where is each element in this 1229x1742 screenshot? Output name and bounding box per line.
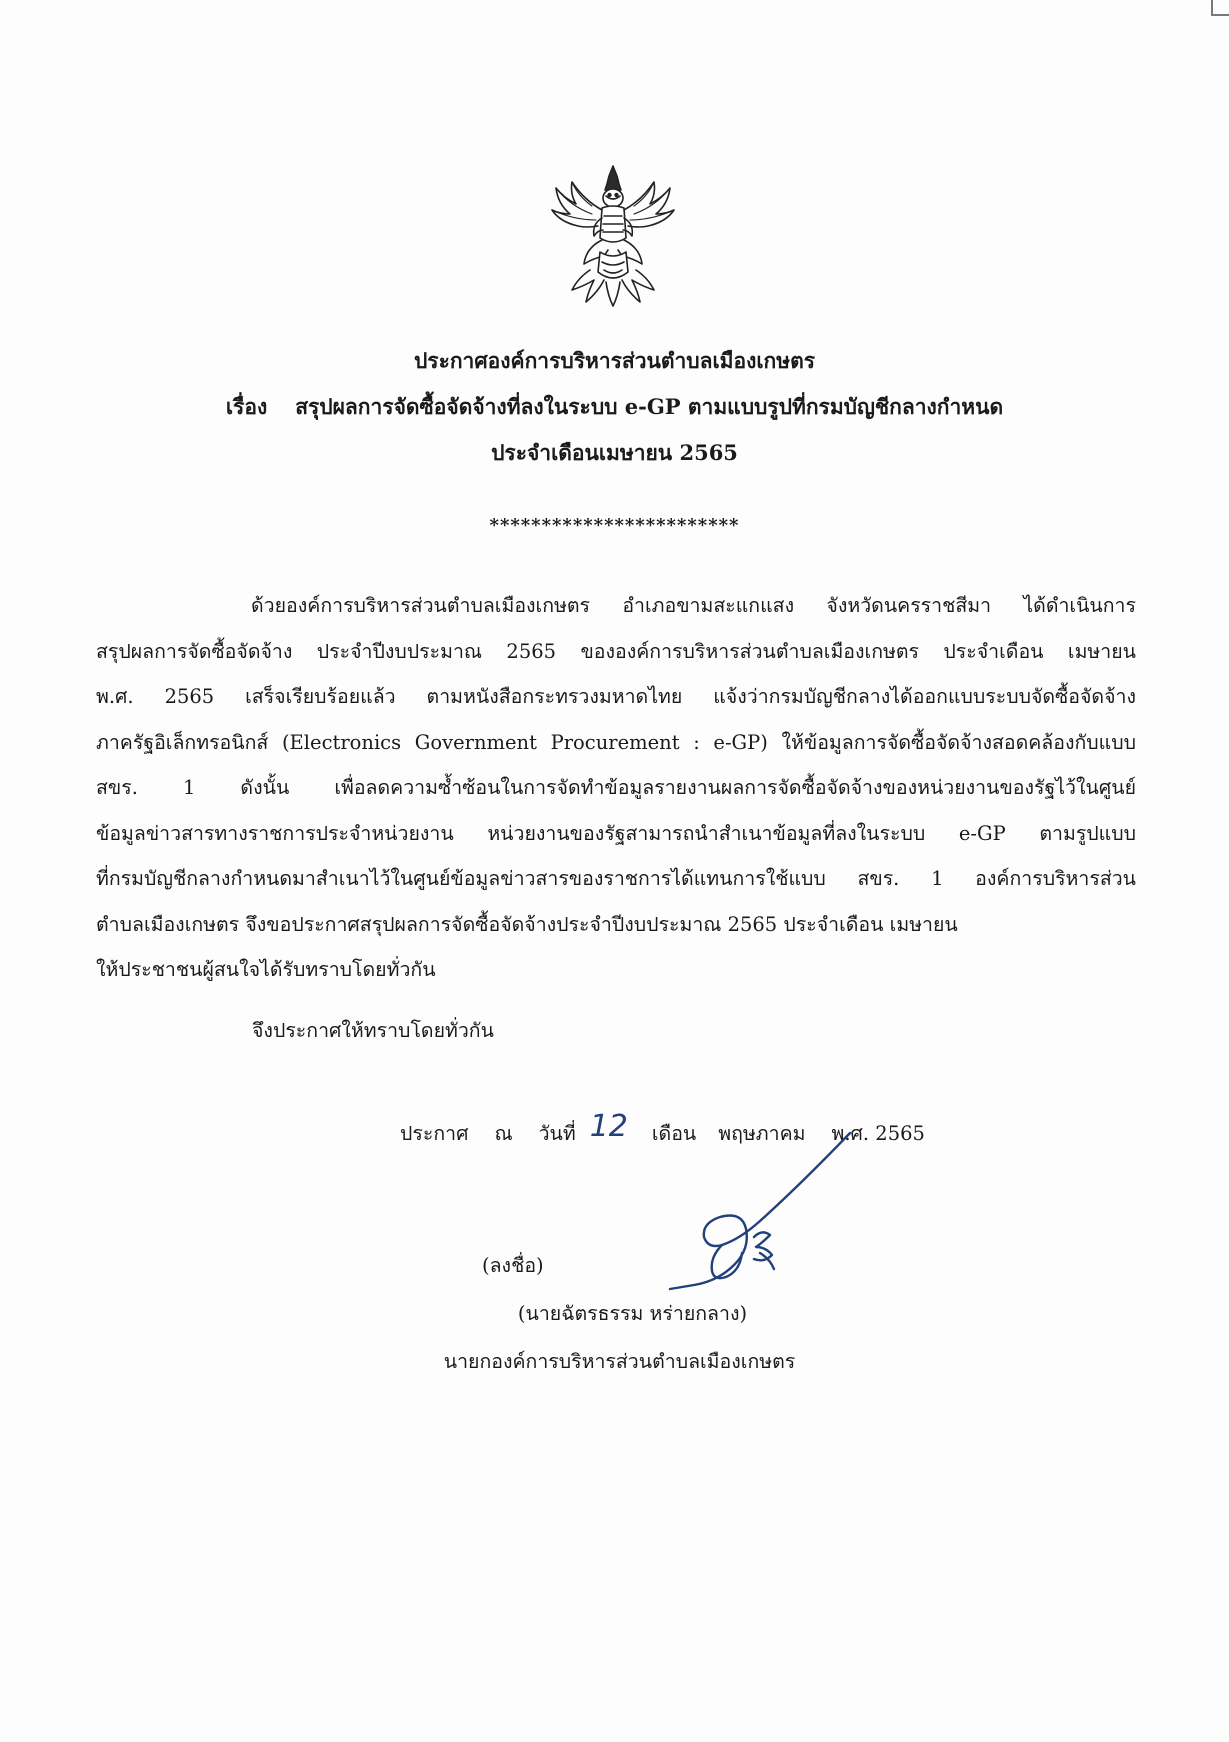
date-announce-label: ประกาศ: [400, 1122, 469, 1145]
body-line: ที่กรมบัญชีกลางกำหนดมาสำเนาไว้ในศูนย์ข้อมูลข่าวสารของราชการได้แทนการใช้แบบ สขร. 1 องค์การบริหารส่วน: [96, 867, 1136, 890]
closing-statement: จึงประกาศให้ทราบโดยทั่วกัน: [252, 1019, 494, 1042]
date-day-handwritten: 12: [589, 1109, 628, 1144]
body-line: ตำบลเมืองเกษตร จึงขอประกาศสรุปผลการจัดซื้อจัดจ้างประจำปีงบประมาณ 2565 ประจำเดือน เมษายน: [96, 912, 958, 936]
signer-name: (นายฉัตรธรรม หร่ายกลาง): [517, 1302, 748, 1325]
subject-text: สรุปผลการจัดซื้อจัดจ้างที่ลงในระบบ e-GP ตามแบบรูปที่กรมบัญชีกลางกำหนด: [295, 394, 1004, 419]
subject-label: เรื่อง: [225, 394, 268, 419]
scan-corner-mark: [1211, 0, 1229, 16]
body-line: พ.ศ. 2565 เสร็จเรียบร้อยแล้ว ตามหนังสือกระทรวงมหาดไทย แจ้งว่ากรมบัญชีกลางได้ออกแบบระบบจัดซื้อจัดจ้าง: [96, 685, 1136, 708]
signature-label: (ลงชื่อ): [482, 1254, 544, 1277]
garuda-emblem-icon: [548, 160, 678, 310]
period-line: ประจำเดือนเมษายน 2565: [491, 440, 738, 465]
date-day-label: วันที่: [538, 1122, 576, 1145]
body-line: ภาครัฐอิเล็กทรอนิกส์ (Electronics Government Procurement : e-GP) ให้ข้อมูลการจัดซื้อจัดจ้างสอดคล้องกับแบบ: [96, 730, 1136, 754]
announcement-body: [96, 583, 1136, 993]
date-year: พ.ศ. 2565: [831, 1122, 925, 1145]
date-at-label: ณ: [494, 1122, 513, 1145]
separator: ************************: [489, 515, 740, 536]
body-line: สรุปผลการจัดซื้อจัดจ้าง ประจำปีงบประมาณ 2565 ขององค์การบริหารส่วนตำบลเมืองเกษตร ประจำเดือน เมษายน: [96, 639, 1136, 663]
signer-position: นายกองค์การบริหารส่วนตำบลเมืองเกษตร: [443, 1350, 796, 1373]
body-line: ด้วยองค์การบริหารส่วนตำบลเมืองเกษตร อำเภอขามสะแกแสง จังหวัดนครราชสีมา ได้ดำเนินการ: [251, 594, 1136, 617]
handwritten-signature: [650, 1125, 880, 1295]
body-line: ข้อมูลข่าวสารทางราชการประจำหน่วยงาน หน่วยงานของรัฐสามารถนำสำเนาข้อมูลที่ลงในระบบ e-GP ตามรูปแบบ: [96, 821, 1136, 845]
body-line: ให้ประชาชนผู้สนใจได้รับทราบโดยทั่วกัน: [96, 958, 436, 981]
announcement-title: ประกาศองค์การบริหารส่วนตำบลเมืองเกษตร: [413, 348, 816, 373]
date-month-label: เดือน: [651, 1122, 697, 1145]
subject-line: [0, 392, 1229, 422]
date-month: พฤษภาคม: [718, 1122, 806, 1145]
body-line: สขร. 1 ดังนั้น เพื่อลดความซ้ำซ้อนในการจัดทำข้อมูลรายงานผลการจัดซื้อจัดจ้างของหน่วยงานของรัฐไว้ในศูนย์: [96, 776, 1136, 799]
